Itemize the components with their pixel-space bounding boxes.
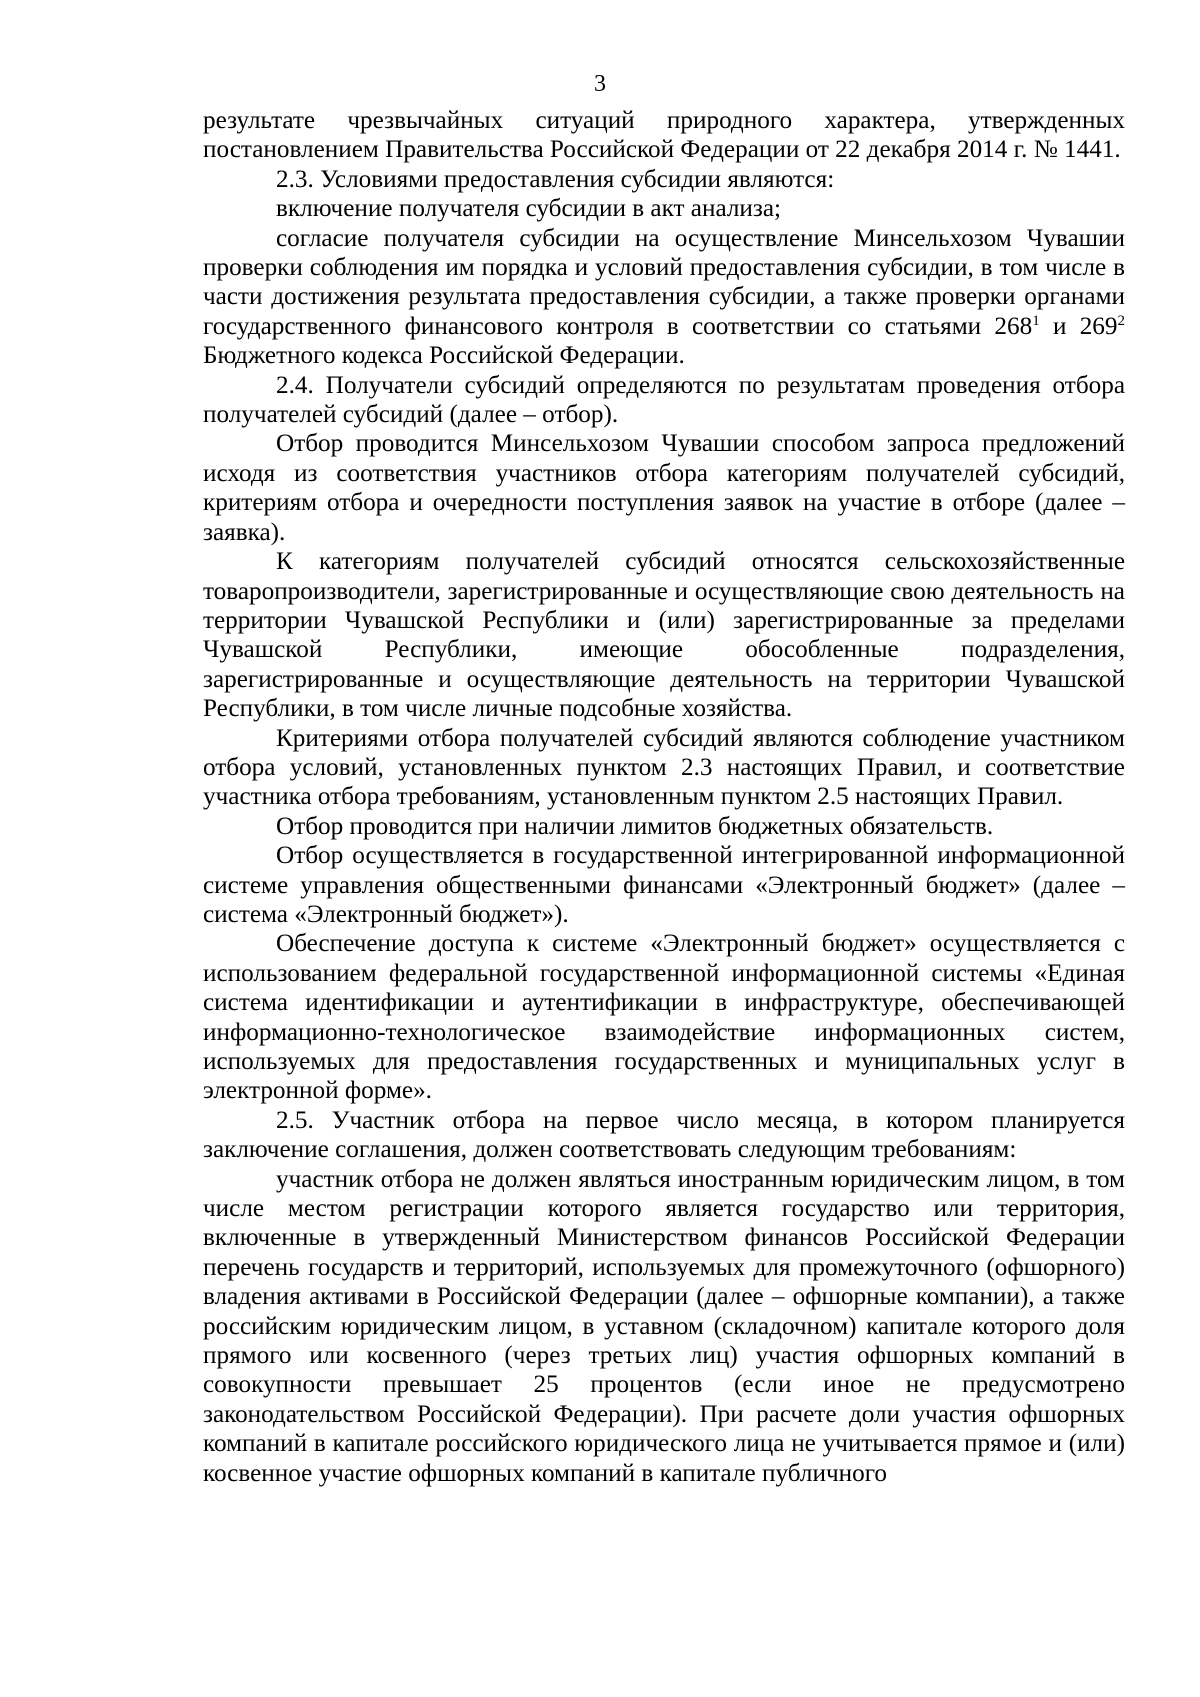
paragraph: 2.3. Условиями предоставления субсидии являются: [276,165,835,193]
paragraph: 2.5. Участник отбора на первое число месяца, в котором планируется заключение соглашения, должен соответствовать следующим требованиям: [203,1106,1125,1164]
paragraph [203,224,1125,371]
paragraph-text: согласие получателя субсидии на осуществление Минсельхозом Чувашии проверки соблюдения им порядка и условий предоставления субсидии, в том числе в части достижения результата предоставления субсидии, а также проверки органами государственного финансового контроля в соответствии со статьями 268 [203,224,1125,340]
paragraph: включение получателя субсидии в акт анализа; [276,195,782,223]
document-body [203,106,1125,1488]
paragraph: К категориям получателей субсидий относятся сельскохозяйственные товаропроизводители, зарегистрированные и осуществляющие свою деятельность на территории Чувашской Республики и (или) зарегистрированные за пределами Чувашской Республики, имеющие обособленные подразделения, зарегистрированные и осуществляющие деятельность на территории Чувашской Республики, в том числе личные подсобные хозяйства. [203,548,1125,723]
paragraph: результате чрезвычайных ситуаций природного характера, утвержденных постановлением Правительства Российской Федерации от 22 декабря 2014 г. № 1441. [203,107,1125,164]
paragraph: Критериями отбора получателей субсидий являются соблюдение участником отбора условий, установленных пунктом 2.3 настоящих Правил, и соответствие участника отбора требованиям, установленным пунктом 2.5 настоящих Правил. [203,724,1125,811]
paragraph: Отбор проводится Минсельхозом Чувашии способом запроса предложений исходя из соответствия участников отбора категориям получателей субсидий, критериям отбора и очередности поступления заявок на участие в отборе (далее – заявка). [203,430,1125,546]
paragraph: Обеспечение доступа к системе «Электронный бюджет» осуществляется с использованием федеральной государственной информационной системы «Единая система идентификации и аутентификации в инфраструктуре, обеспечивающей информационно-технологическое взаимодействие информационных систем, используемых для предоставления государственных и муниципальных услуг в электронной форме». [203,930,1125,1105]
paragraph-text: и 269 [1039,312,1118,340]
paragraph: Отбор проводится при наличии лимитов бюджетных обязательств. [276,812,994,840]
superscript: 2 [1117,312,1125,329]
paragraph-text: Бюджетного кодекса Российской Федерации. [203,342,685,370]
paragraph: Отбор осуществляется в государственной интегрированной информационной системе управления общественными финансами «Электронный бюджет» (далее – система «Электронный бюджет»). [203,842,1125,928]
paragraph: 2.4. Получатели субсидий определяются по результатам проведения отбора получателей субсидий (далее – отбор). [203,371,1125,429]
page-number: 3 [594,71,606,97]
superscript: 1 [1032,312,1040,329]
paragraph: участник отбора не должен являться иностранным юридическим лицом, в том числе местом регистрации которого является государство или территория, включенные в утвержденный Министерством финансов Российской Федерации перечень государств и территорий, используемых для промежуточного (офшорного) владения активами в Российской Федерации (далее – офшорные компании), а также российским юридическим лицом, в уставном (складочном) капитале которого доля прямого или косвенного (через третьих лиц) участия офшорных компаний в совокупности превышает 25 процентов (если иное не предусмотрено законодательством Российской Федерации). При расчете доли участия офшорных компаний в капитале российского юридического лица не учитывается прямое и (или) косвенное участие офшорных компаний в капитале публичного [203,1165,1125,1487]
